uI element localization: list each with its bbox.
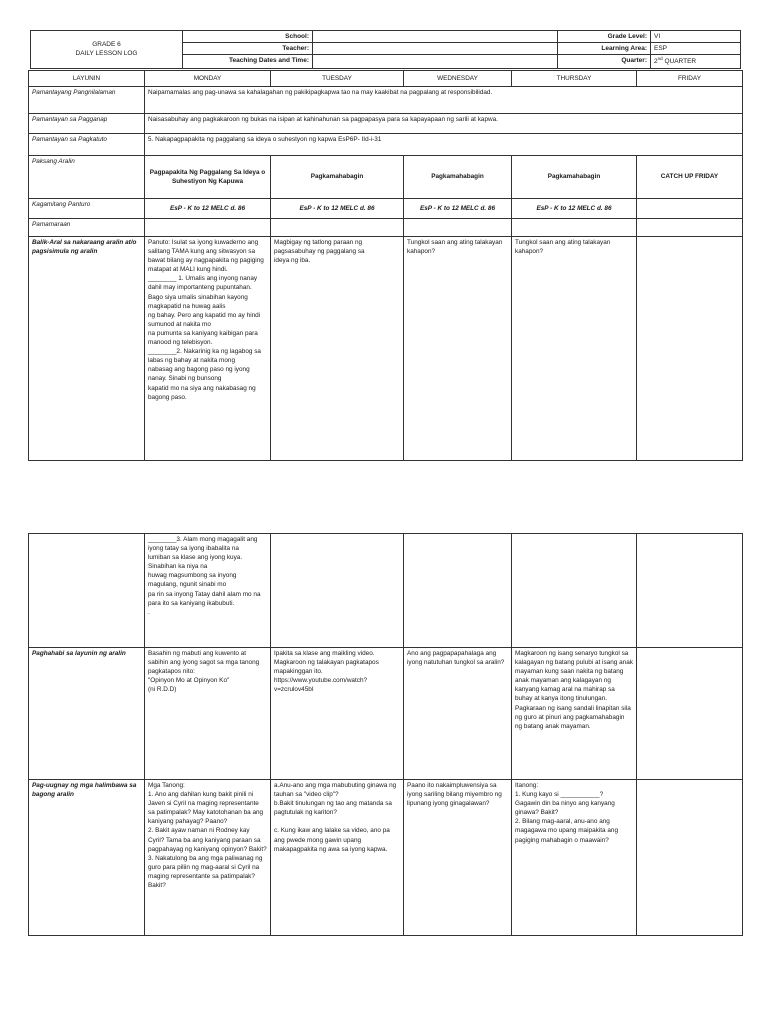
paghahabi-monday: Basahin ng mabuti ang kuwento at sabihin ang iyong sagot sa mga tanong pagkatapos nito: "Opinyon Mo at Opinyon Ko" (ni R.D.D) <box>145 648 271 780</box>
continuation-friday <box>637 534 743 648</box>
pamamaraan-friday <box>637 219 743 237</box>
quarter-number: 2 <box>654 58 658 66</box>
learning-area-value: ESP <box>651 43 741 55</box>
pangnilalaman-label: Pamantayang Pangnilalaman <box>29 87 145 114</box>
pamamaraan-thursday <box>512 219 637 237</box>
teacher-label: Teacher: <box>183 43 313 55</box>
pagkatuto-text: 5. Nakapagpapakita ng paggalang sa ideya o suhestyon ng kapwa EsP6P- IId-i-31 <box>145 134 743 156</box>
lesson-table-page-1 <box>28 70 743 461</box>
pagganap-text: Naisasabuhay ang pagkakaroon ng bukas na isipan at kahinahunan sa pagpapasya para sa kapayapaan ng sarili at kapwa. <box>145 114 743 134</box>
quarter-suffix: nd <box>657 56 663 62</box>
grade-level-value: VI <box>651 31 741 43</box>
grade-level-label: Grade Level: <box>558 31 651 43</box>
paksang-monday: Pagpapakita Ng Paggalang Sa Ideya o Suhestiyon Ng Kapuwa <box>145 156 271 199</box>
paghahabi-wednesday: Ano ang pagpapapahalaga ang iyong natutuhan tungkol sa aralin? <box>404 648 512 780</box>
quarter-value <box>651 55 741 68</box>
col-friday: FRIDAY <box>637 71 743 87</box>
paghahabi-friday <box>637 648 743 780</box>
dates-label: Teaching Dates and Time: <box>183 55 313 68</box>
grade-label: GRADE 6 <box>92 41 121 49</box>
continuation-wednesday <box>404 534 512 648</box>
continuation-tuesday <box>271 534 404 648</box>
pag-uugnay-wednesday: Paano ito nakaimpluwensiya sa iyong sariling bilang miyembro ng lipunang iyong ginagalawan? <box>404 780 512 936</box>
pamamaraan-tuesday <box>271 219 404 237</box>
pamamaraan-monday <box>145 219 271 237</box>
kagamitan-friday <box>637 199 743 219</box>
balik-aral-tuesday: Magbigay ng tatlong paraan ng pagsasabuhay ng paggalang sa ideya ng iba. <box>271 237 404 461</box>
quarter-label: Quarter: <box>558 55 651 68</box>
paghahabi-label: Paghahabi sa layunin ng aralin <box>29 648 145 780</box>
pag-uugnay-label: Pag-uugnay ng mga halimbawa sa bagong aralin <box>29 780 145 936</box>
paksang-wednesday: Pagkamahabagin <box>404 156 512 199</box>
balik-aral-friday <box>637 237 743 461</box>
kagamitan-tuesday: EsP - K to 12 MELC d. 86 <box>271 199 404 219</box>
paksang-thursday: Pagkamahabagin <box>512 156 637 199</box>
kagamitan-wednesday: EsP - K to 12 MELC d. 86 <box>404 199 512 219</box>
balik-aral-thursday: Tungkol saan ang ating talakayan kahapon? <box>512 237 637 461</box>
grade-title-cell <box>31 31 183 69</box>
pagganap-label: Pamantayan sa Pagganap <box>29 114 145 134</box>
col-thursday: THURSDAY <box>512 71 637 87</box>
paksang-label: Paksang Aralin <box>29 156 145 199</box>
balik-aral-wednesday: Tungkol saan ang ating talakayan kahapon? <box>404 237 512 461</box>
pag-uugnay-monday: Mga Tanong: 1. Ano ang dahilan kung bakit pinili ni Javen si Cyril na maging representante sa patimpalak? May katotohanan ba ang kaniyang pahayag? Paano? 2. Bakit ayaw naman ni Rodney kay Cyril? Tama ba ang kaniyang paraan sa pagpahayag ng kaniyang opinyon? Bakit? 3. Nakatulong ba ang mga paliwanag ng guro para piliin ng mag-aaral si Cyril na maging representante sa patimpalak? Bakit? <box>145 780 271 936</box>
kagamitan-label: Kagamitang Panturo <box>29 199 145 219</box>
pagkatuto-label: Pamantayan sa Pagkatuto <box>29 134 145 156</box>
col-wednesday: WEDNESDAY <box>404 71 512 87</box>
school-field <box>313 31 558 43</box>
paghahabi-tuesday: Ipakita sa klase ang maikling video. Magkaroon ng talakayan pagkatapos mapakinggan ito. https://www.youtube.com/watch?v=zcrulov45bI <box>271 648 404 780</box>
lesson-table-page-2 <box>28 533 743 936</box>
col-layunin: LAYUNIN <box>29 71 145 87</box>
learning-area-label: Learning Area: <box>558 43 651 55</box>
balik-aral-label: Balik-Aral sa nakaraang aralin at/o pagsisimula ng aralin <box>29 237 145 461</box>
continuation-thursday <box>512 534 637 648</box>
pag-uugnay-thursday: Itanong: 1. Kung kayo si ___________? Gagawin din ba ninyo ang kanyang ginawa? Bakit? 2. Bilang mag-aaral, anu-ano ang magagawa mo upang maipakita ang pagiging mahabagin o maawain? <box>512 780 637 936</box>
dates-field <box>313 55 558 68</box>
paksang-friday: CATCH UP FRIDAY <box>637 156 743 199</box>
pamamaraan-label: Pamamaraan <box>29 219 145 237</box>
col-monday: MONDAY <box>145 71 271 87</box>
col-tuesday: TUESDAY <box>271 71 404 87</box>
teacher-field <box>313 43 558 55</box>
continuation-monday: ________3. Alam mong magagalit ang iyong tatay sa iyong ibabalita na lumiban sa klase ang iyong kuya. Sinabihan ka niya na huwag magsumbong sa inyong magulang, ngunit sinabi mo pa rin sa inyong Tatay dahil alam mo na para ito sa kaniyang ikabubuti. . <box>145 534 271 648</box>
header-table <box>30 30 741 69</box>
paghahabi-thursday: Magkaroon ng isang senaryo tungkol sa kalagayan ng batang pulubi at isang anak mayaman kung saan nakita ng batang anak mayaman ang kalagayan ng kanyang kamag aral na mahirap sa buhay at kanya itong tinulungan. Pagkaraan ng isang sandali linapitan sila ng guro at pinuri ang pagkamahabagin ng batang anak mayaman. <box>512 648 637 780</box>
pamamaraan-wednesday <box>404 219 512 237</box>
balik-aral-monday: Panuto: Isulat sa iyong kuwaderno ang salitang TAMA kung ang sitwasyon sa bawat bilang ay nagpapakita ng pagiging matapat at MALI kung hindi. ________ 1. Umalis ang inyong nanay dahil may importanteng pupuntahan. Bago siya umalis sinabihan kayong magkapatid na huwag aalis ng bahay. Pero ang kapatid mo ay hindi sumunod at nakita mo na pumunta sa kaniyang kaibigan para manood ng telebisyon. ________2. Nakarinig ka ng lagabog sa labas ng bahay at nakita mong nabasag ang bagong paso ng iyong nanay. Sinabi ng bunsong kapatid mo na siya ang nakabasag ng bagong paso. <box>145 237 271 461</box>
log-title: DAILY LESSON LOG <box>75 50 138 58</box>
pag-uugnay-tuesday: a.Anu-ano ang mga mabubuting ginawa ng tauhan sa "video clip"? b.Bakit tinulungan ng tao ang matanda sa pagtutulak ng kariton? c. Kung ikaw ang lalake sa video, ano pa ang pwede mong gawin upang makapagpakita ng awa sa iyong kapwa. <box>271 780 404 936</box>
pag-uugnay-friday <box>637 780 743 936</box>
school-label: School: <box>183 31 313 43</box>
continuation-label <box>29 534 145 648</box>
kagamitan-monday: EsP - K to 12 MELC d. 86 <box>145 199 271 219</box>
kagamitan-thursday: EsP - K to 12 MELC d. 86 <box>512 199 637 219</box>
quarter-word: QUARTER <box>664 58 697 66</box>
paksang-tuesday: Pagkamahabagin <box>271 156 404 199</box>
pangnilalaman-text: Naipamamalas ang pag-unawa sa kahalagahan ng pakikipagkapwa tao na may kaakibat na pagpalang at responsibilidad. <box>145 87 743 114</box>
